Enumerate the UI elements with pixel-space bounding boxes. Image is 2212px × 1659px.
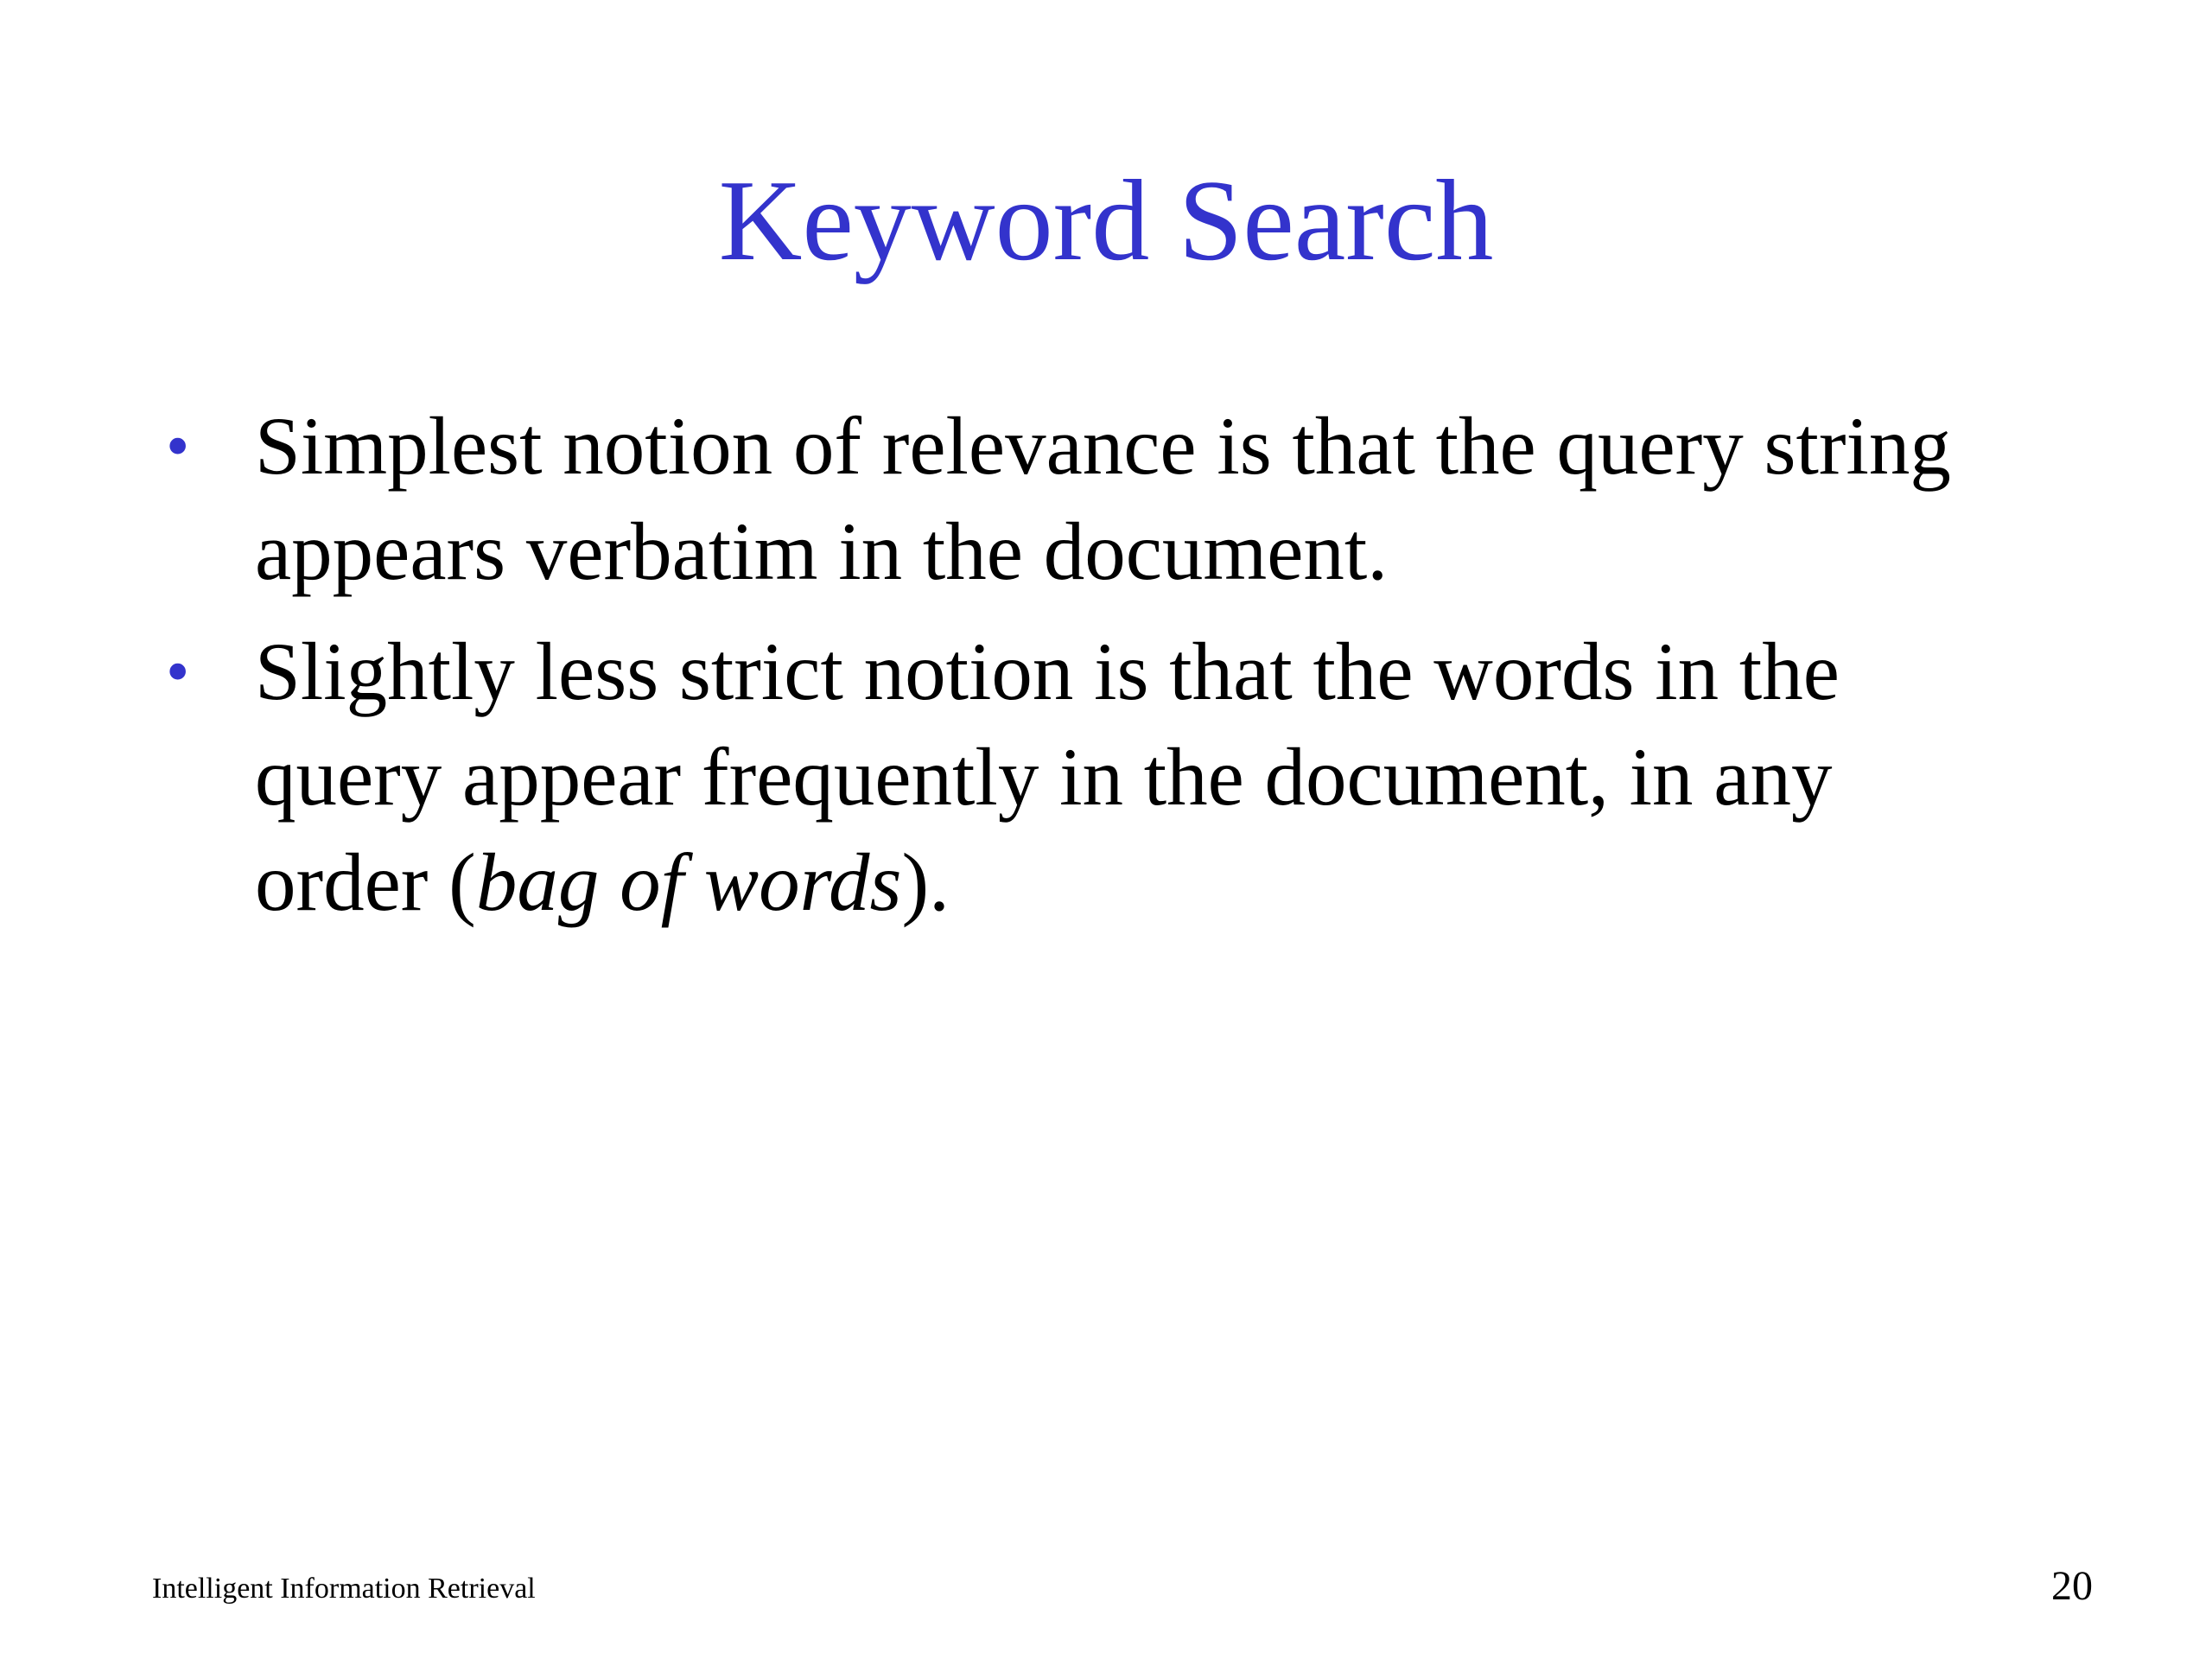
bullet-item [166, 393, 2024, 604]
bullet-text [255, 626, 1840, 928]
bullet-item [166, 619, 2024, 935]
bullet-list [166, 393, 2024, 950]
slide-title: Keyword Search [718, 156, 1494, 284]
bullet-marker-icon: • [166, 633, 190, 709]
bullet-marker-icon: • [166, 408, 190, 483]
bullet-text-after: ). [901, 836, 950, 928]
bullet-text: Simplest notion of relevance is that the query string appears verbatim in the document. [255, 400, 1951, 597]
bullet-text-before: Slightly less strict notion is that the words in the query appear frequently in the document, in any order ( [255, 626, 1840, 928]
bullet-text-italic: bag of words [475, 836, 902, 928]
footer-course-title: Intelligent Information Retrieval [152, 1573, 536, 1605]
page-number: 20 [2051, 1563, 2093, 1609]
